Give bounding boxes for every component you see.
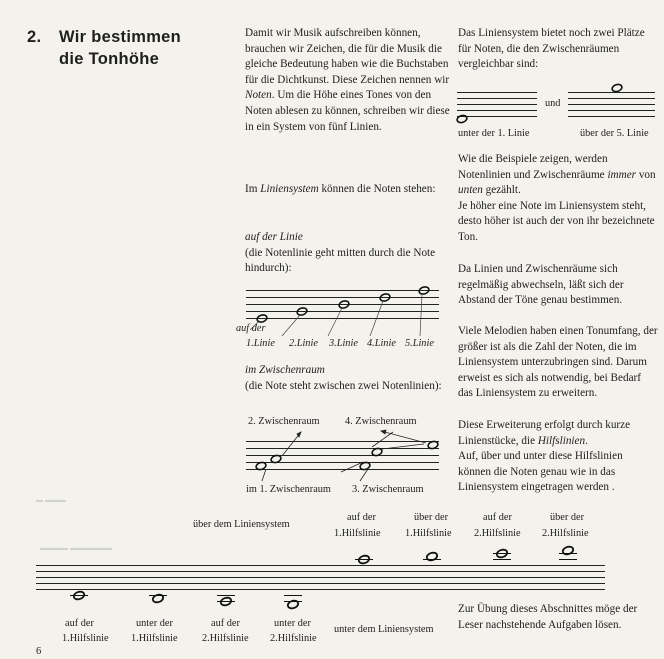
section-number: 2. bbox=[27, 28, 42, 46]
top-label-4a: über der bbox=[550, 512, 585, 523]
space-label-3: 3. Zwischenraum bbox=[352, 484, 424, 495]
note-over-ledger-1-above bbox=[426, 551, 438, 561]
counting-paragraph: Wie die Beispiele zeigen, werden Notenlinien und Zwischenräume immer von unten gezählt. Je höher eine Note im Liniensystem steht, desto höher ist auch der von ihr bezeichnete Ton. bbox=[458, 153, 656, 243]
note-over-ledger-2-above bbox=[562, 545, 574, 555]
liniensystem-paragraph: Im Liniensystem können die Noten stehen: bbox=[245, 183, 436, 195]
bottom-label-1a: auf der bbox=[65, 618, 94, 629]
top-label-2b: 1.Hilfslinie bbox=[405, 528, 452, 539]
top-label-3b: 2.Hilfslinie bbox=[474, 528, 521, 539]
line-label-1: 1.Linie bbox=[246, 338, 275, 349]
top-label-1b: 1.Hilfslinie bbox=[334, 528, 381, 539]
bleed-through-mark: ▬▬▬▬ ▬▬▬▬▬▬ bbox=[40, 545, 112, 552]
distance-paragraph: Da Linien und Zwischenräume sich regelmäßig abwechseln, läßt sich der Abstand der Töne genau bestimmen. bbox=[458, 263, 624, 307]
bleed-through-mark: ▬ ▬▬▬ bbox=[36, 497, 66, 504]
und-label: und bbox=[545, 98, 561, 109]
bottom-label-3b: 2.Hilfslinie bbox=[202, 633, 249, 644]
top-label-4b: 2.Hilfslinie bbox=[542, 528, 589, 539]
auf-der-label: auf der bbox=[236, 323, 266, 334]
im-zwischenraum-paragraph: im Zwischenraum (die Note steht zwischen zwei Notenlinien): bbox=[245, 364, 442, 392]
page-number: 6 bbox=[36, 646, 42, 657]
line-label-5: 5.Linie bbox=[405, 338, 434, 349]
bottom-label-4a: unter der bbox=[274, 618, 311, 629]
heading-line-2: die Tonhöhe bbox=[59, 50, 160, 68]
bottom-label-2b: 1.Hilfslinie bbox=[131, 633, 178, 644]
ueber-label: über der 5. Linie bbox=[580, 128, 649, 139]
ledger-lines-paragraph: Diese Erweiterung erfolgt durch kurze Linienstücke, die Hilfslinien. Auf, über und unter diese Hilfslinien können die Noten genau wie in das Liniensystem eingetragen werden . bbox=[458, 419, 631, 494]
unter-label: unter der 1. Linie bbox=[458, 128, 530, 139]
bottom-label-2a: unter der bbox=[136, 618, 173, 629]
line-label-3: 3.Linie bbox=[329, 338, 358, 349]
bottom-label-1b: 1.Hilfslinie bbox=[62, 633, 109, 644]
above-staff-label: über dem Liniensystem bbox=[193, 519, 290, 530]
bottom-label-4b: 2.Hilfslinie bbox=[270, 633, 317, 644]
top-label-3a: auf der bbox=[483, 512, 512, 523]
auf-der-linie-paragraph: auf der Linie (die Notenlinie geht mitten durch die Note hindurch): bbox=[245, 231, 436, 275]
line-label-2: 2.Linie bbox=[289, 338, 318, 349]
bottom-label-3a: auf der bbox=[211, 618, 240, 629]
exercise-paragraph: Zur Übung dieses Abschnittes möge der Leser nachstehende Aufgaben lösen. bbox=[458, 603, 638, 631]
space-label-1: im 1. Zwischenraum bbox=[246, 484, 331, 495]
space-label-4: 4. Zwischenraum bbox=[345, 416, 417, 427]
top-label-1a: auf der bbox=[347, 512, 376, 523]
extra-positions-paragraph: Das Liniensystem bietet noch zwei Plätze für Noten, die den Zwischenräumen vergleichbar sind: bbox=[458, 27, 645, 71]
note-under-ledger-1-below bbox=[152, 593, 164, 603]
top-label-2a: über der bbox=[414, 512, 449, 523]
below-staff-label: unter dem Liniensystem bbox=[334, 624, 434, 635]
range-paragraph: Viele Melodien haben einen Tonumfang, der größer ist als die Zahl der Noten, die im Liniensystem unterzubringen sind. Darum erweist es sich als notwendig, bei Bedarf das Liniensystem zu erweitern. bbox=[458, 325, 658, 400]
space-label-2: 2. Zwischenraum bbox=[248, 416, 320, 427]
line-label-4: 4.Linie bbox=[367, 338, 396, 349]
note-under-ledger-2-below bbox=[287, 599, 299, 609]
heading-line-1: Wir bestimmen bbox=[59, 28, 182, 46]
intro-paragraph: Damit wir Musik aufschreiben können, brauchen wir Zeichen, die für die Musik die gleiche Bedeutung haben wie die Buchstaben für die Dichtkunst. Diese Zeichen nennen wir Noten. Um die Höhe eines Tones von den Noten ablesen zu können, schreiben wir diese in ein System von fünf Linien. bbox=[245, 27, 450, 133]
